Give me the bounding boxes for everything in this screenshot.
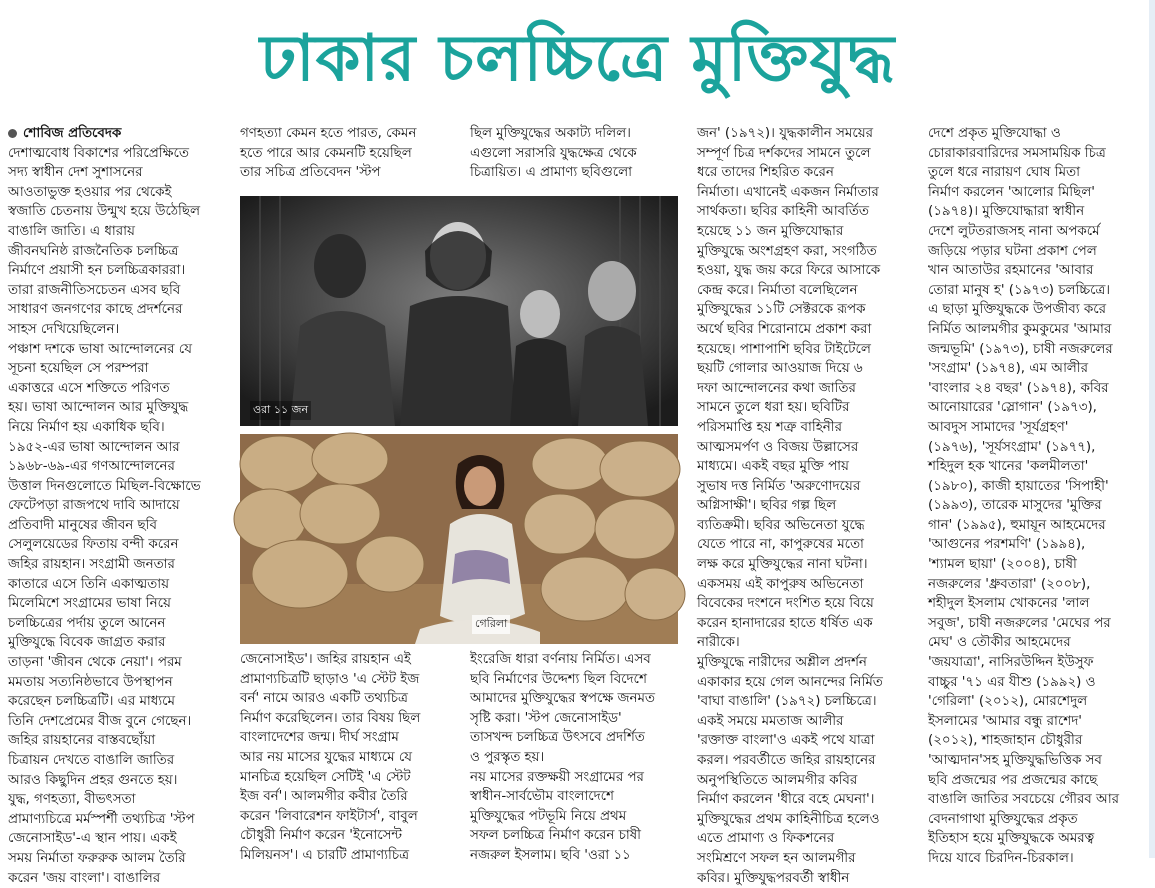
column-4: জন' (১৯৭২)। যুদ্ধকালীন সময়ের সম্পূর্ণ চিত্র দর্শকদের সামনে তুলে ধরে তাদের শিহরিত করেন নির্মাতা। এখানেই একজন নির্মাতার সার্থকতা। ছবির কাহিনী আবর্তিত হয়েছে ১১ জন মুক্তিযোদ্ধার মুক্তিযুদ্ধে অংশগ্রহণ করা, সংগঠিত হওয়া, যুদ্ধ জয় করে ফিরে আসাকে কেন্দ্র করে। নির্মাতা বলেছিলেন মুক্তিযুদ্ধের ১১টি সেক্টরকে রূপক অর্থে ছবির শিরোনামে প্রকাশ করা হয়েছে। পাশাপাশি ছবির টাইটেলে ছয়টি গোলার আওয়াজ দিয়ে ৬ দফা আন্দোলনের কথা জাতির সামনে তুলে ধরা হয়। ছবিটির পরিসমাপ্তি হয় শত্রু বাহিনীর আত্মসমর্পণ ও বিজয় উল্লাসের মাধ্যমে। একই বছর মুক্তি পায় সুভাষ দত্ত নির্মিত 'অরুণোদয়ের অগ্নিসাক্ষী'। ছবির গল্প ছিল ব্যতিক্রমী। ছবির অভিনেতা যুদ্ধে যেতে পারে না, কাপুরুষের মতো লক্ষ করে মুক্তিযুদ্ধের নানা ঘটনা। একসময় এই কাপুরুষ অভিনেতা বিবেকের দংশনে দংশিত হয়ে বিয়ে করেন হানাদারের হাতে ধর্ষিত এক নারীকে। মুক্তিযুদ্ধে নারীদের অশ্লীল প্রদর্শন একাকার হয়ে গেল আনন্দের নির্মিত 'বাঘা বাঙালি' (১৯৭২) চলচ্চিত্রে। একই সময়ে মমতাজ আলীর 'রক্তাক্ত বাংলা'ও একই পথে যাত্রা করল। পরবর্তীতে জহির রায়হানের অনুপস্থিতিতে আলমগীর কবির নির্মাণ করলেন 'ধীরে বহে মেঘনা'। মুক্তিযুদ্ধের প্রথম কাহিনীচিত্র হলেও এতে প্রামাণ্য ও ফিকশনের সংমিশ্রণে সফল হন আলমগীর কবির। মুক্তিযুদ্ধপরবর্তী স্বাধীন	[697, 126, 883, 886]
photo-guerrilla-image	[240, 434, 678, 644]
column-5: দেশে প্রকৃত মুক্তিযোদ্ধা ও চোরাকারবারিদের সমসাময়িক চিত্র তুলে ধরে নারায়ণ ঘোষ মিতা নির্মাণ করলেন 'আলোর মিছিল' (১৯৭৪)। মুক্তিযোদ্ধারা স্বাধীন দেশে লুটতরাজসহ নানা অপকর্মে জড়িয়ে পড়ার ঘটনা প্রকাশ পেল খান আতাউর রহমানের 'আবার তোরা মানুষ হ' (১৯৭৩) চলচ্চিত্রে। এ ছাড়া মুক্তিযুদ্ধকে উপজীব্য করে নির্মিত আলমগীর কুমকুমের 'আমার জন্মভূমি' (১৯৭৩), চাষী নজরুলের 'সংগ্রাম' (১৯৭৪), এম আলীর 'বাংলার ২৪ বছর' (১৯৭৪), কবির আনোয়ারের 'স্লোগান' (১৯৭৩), আবদুস সামাদের 'সূর্যগ্রহণ' (১৯৭৬), 'সূর্যসংগ্রাম' (১৯৭৭), শহিদুল হক খানের 'কলমীলতা' (১৯৮০), কাজী হায়াতের 'সিপাহী' (১৯৯৩), তারেক মাসুদের 'মুক্তির গান' (১৯৯৫), হুমায়ূন আহমেদের 'আগুনের পরশমণি' (১৯৯৪), 'শ্যামল ছায়া' (২০০৪), চাষী নজরুলের 'ধ্রুবতারা' (২০০৮), শহীদুল ইসলাম খোকনের 'লাল সবুজ', চাষী নজরুলের 'মেঘের পর মেঘ' ও তৌকীর আহমেদের 'জয়যাত্রা', নাসিরউদ্দিন ইউসুফ বাচ্চুর '৭১ এর যীশু (১৯৯২) ও 'গেরিলা' (২০১২), মোরশেদুল ইসলামের 'আমার বন্ধু রাশেদ' (২০১২), শাহজাহান চৌধুরীর 'আত্মদান'সহ মুক্তিযুদ্ধভিত্তিক সব ছবি প্রজন্মের পর প্রজন্মের কাছে বাঙালি জাতির সবচেয়ে গৌরব আর বেদনাগাথা মুক্তিযুদ্ধের প্রকৃত ইতিহাস হয়ে মুক্তিযুদ্ধকে অমরত্ব দিয়ে যাবে চিরদিন-চিরকাল।	[928, 126, 1120, 866]
column-3-top: ছিল মুক্তিযুদ্ধের অকাট্য দলিল। এগুলো সরাসরি যুদ্ধক্ষেত্র থেকে চিত্রায়িত। এ প্রামাণ্য ছবিগুলো	[470, 126, 637, 181]
byline	[8, 124, 230, 144]
headline: ঢাকার চলচ্চিত্রে মুক্তিযুদ্ধ	[259, 22, 896, 96]
bullet-icon	[8, 129, 17, 138]
photo-guerrilla-caption: গেরিলা	[472, 615, 510, 634]
column-3-bottom: ইংরেজি ধারা বর্ণনায় নির্মিত। এসব ছবি নির্মাণের উদ্দেশ্য ছিল বিদেশে আমাদের মুক্তিযুদ্ধের স্বপক্ষে জনমত সৃষ্টি করা। 'স্টপ জেনোসাইড' তাসখন্দ চলচ্চিত্র উৎসবে প্রদর্শিত ও পুরস্কৃত হয়। নয় মাসের রক্তক্ষয়ী সংগ্রামের পর স্বাধীন-সার্বভৌম বাংলাদেশে মুক্তিযুদ্ধের পটভূমি নিয়ে প্রথম সফল চলচ্চিত্র নির্মাণ করেন চাষী নজরুল ইসলাম। ছবি 'ওরা ১১	[470, 652, 655, 863]
column-1-text: দেশাত্মবোধ বিকাশের পরিপ্রেক্ষিতে সদ্য স্বাধীন দেশ সুশাসনের আওতাভুক্ত হওয়ার পর থেকেই স্বজাতি চেতনায় উন্মুখ হয়ে উঠেছিল বাঙালি জাতি। এ ধারায় জীবনঘনিষ্ঠ রাজনৈতিক চলচ্চিত্র নির্মাণে প্রয়াসী হন চলচ্চিত্রকাররা। তারা রাজনীতিসচেতন এসব ছবি সাধারণ জনগণের কাছে প্রদর্শনের সাহস দেখিয়েছিলেন। পঞ্চাশ দশকে ভাষা আন্দোলনের যে সূচনা হয়েছিল সে পরম্পরা একাত্তরে এসে শক্তিতে পরিণত হয়। ভাষা আন্দোলন আর মুক্তিযুদ্ধ নিয়ে নির্মাণ হয় একাধিক ছবি। ১৯৫২-এর ভাষা আন্দোলন আর ১৯৬৮-৬৯-এর গণআন্দোলনের উত্তাল দিনগুলোতে মিছিল-বিক্ষোভে ফেটেপড়া রাজপথে দাবি আদায়ে প্রতিবাদী মানুষের জীবন ছবি সেলুলয়েডের ফিতায় বন্দী করেন জহির রায়হান। সংগ্রামী জনতার কাতারে এসে তিনি একাত্মতায় মিলেমিশে সংগ্রামের ভাষা নিয়ে চলচ্চিত্রের পর্দায় তুলে আনেন মুক্তিযুদ্ধে বিবেক জাগ্রত করার তাড়না 'জীবন থেকে নেয়া'। পরম মমতায় সত্যনিষ্ঠভাবে উপস্থাপন করেছেন চলচ্চিত্রটি। এর মাধ্যমে তিনি দেশপ্রেমের বীজ বুনে গেছেন। জহির রায়হানের বাস্তবছোঁয়া চিত্রায়ন দেখতে বাঙালি জাতির আরও কিছুদিন প্রহর গুনতে হয়। যুদ্ধ, গণহত্যা, বীভৎসতা প্রামাণ্যচিত্রে মর্মস্পর্শী তথ্যচিত্র 'স্টপ জেনোসাইড'-এ স্থান পায়। একই সময় নির্মাতা ফরুরুক আলম তৈরি করেন 'জয় বাংলা'। বাঙালির	[8, 145, 201, 886]
column-2-bottom: জেনোসাইড'। জহির রায়হান এই প্রামাণ্যচিত্রটি ছাড়াও 'এ স্টেট ইজ বর্ন' নামে আরও একটি তথ্যচিত্র নির্মাণ করেছিলেন। তার বিষয় ছিল বাংলাদেশের জন্ম। দীর্ঘ সংগ্রাম আর নয় মাসের যুদ্ধের মাধ্যমে যে মানচিত্র হয়েছিল সেটিই 'এ স্টেট ইজ বর্ন'। আলমগীর কবীর তৈরি করেন 'লিবারেশন ফাইটার্স', বাবুল চৌধুরী নির্মাণ করেন 'ইনোসেন্ট মিলিয়নস'। এ চারটি প্রামাণ্যচিত্র	[240, 652, 421, 863]
byline-text: শোবিজ প্রতিবেদক	[23, 126, 122, 141]
page-edge	[1149, 0, 1155, 858]
headline-area	[0, 0, 1155, 118]
photo-ora-11-jon-caption: ওরা ১১ জন	[250, 401, 311, 420]
photo-guerrilla	[240, 434, 678, 644]
column-1	[8, 124, 230, 886]
column-2-top: গণহত্যা কেমন হতে পারত, কেমন হতে পারে আর কেমনটি হয়েছিল তার সচিত্র প্রতিবেদন 'স্টপ	[240, 126, 417, 181]
photo-ora-11-jon	[240, 196, 678, 426]
photo-ora-11-jon-image	[240, 196, 678, 426]
